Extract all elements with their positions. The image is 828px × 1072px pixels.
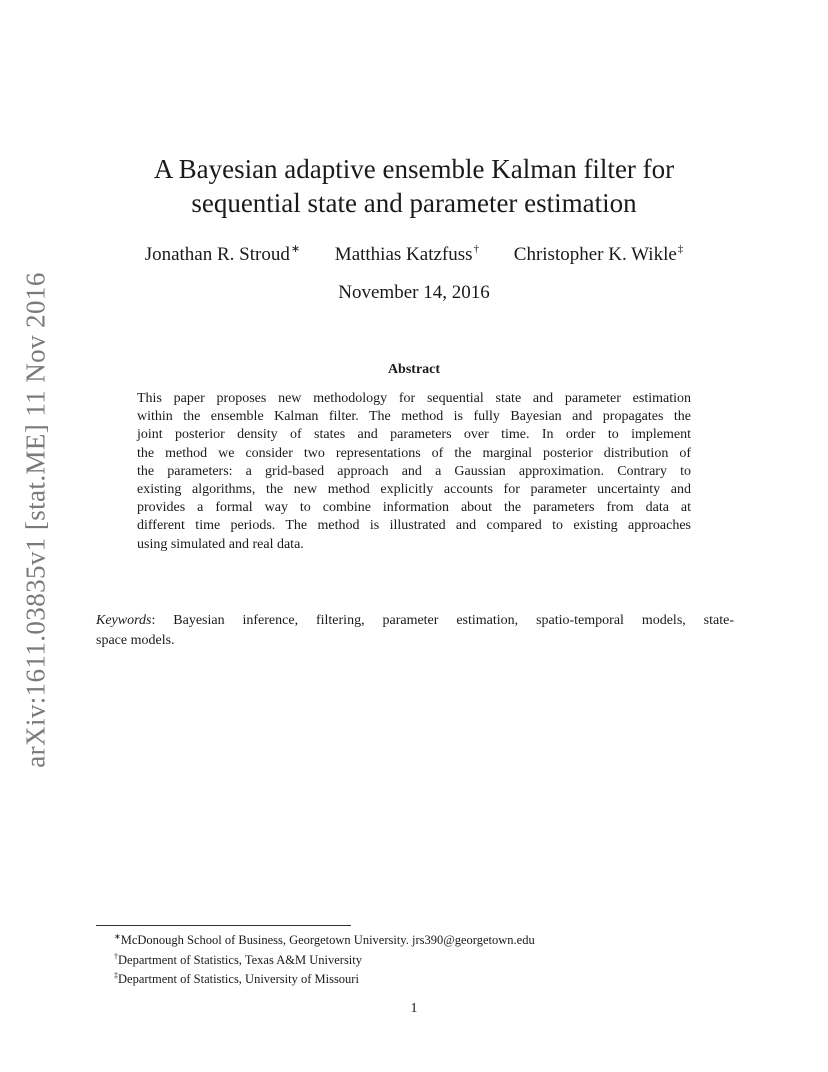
- author-katzfuss: [335, 243, 479, 266]
- abstract-heading: Abstract: [387, 362, 441, 377]
- author-footnote-mark: ‡: [677, 243, 684, 255]
- footnote-text: McDonough School of Business, Georgetown University. jrs390@georgetown.edu: [120, 933, 535, 947]
- abstract-line: the method we consider two representations of the marginal posterior distribution of: [137, 445, 691, 461]
- arxiv-identifier-stamp: arXiv:1611.03835v1 [stat.ME] 11 Nov 2016: [20, 272, 51, 768]
- footnote-divider: [96, 925, 351, 926]
- footnote-text: Department of Statistics, Texas A&M University: [118, 952, 363, 967]
- page-number: 1: [410, 1001, 418, 1016]
- abstract-line: the parameters: a grid-based approach and a Gaussian approximation. Contrary to: [137, 463, 691, 479]
- keywords-text: : Bayesian inference, filtering, parameter estimation, spatio-temporal models, state-: [151, 613, 734, 628]
- keywords-paragraph: [96, 611, 734, 651]
- author-footnote-mark: †: [473, 243, 480, 255]
- author-name: Jonathan R. Stroud: [144, 244, 290, 265]
- author-name: Christopher K. Wikle: [513, 244, 677, 265]
- footnote-katzfuss: [114, 949, 535, 969]
- keywords-line-2: space models.: [96, 633, 175, 648]
- abstract-line: using simulated and real data.: [137, 536, 304, 552]
- footnote-mark: ‡: [114, 971, 118, 980]
- footnote-mark: ∗: [114, 932, 121, 941]
- author-footnote-mark: ∗: [290, 243, 301, 255]
- footnote-stroud: [114, 929, 535, 949]
- title-line-1: A Bayesian adaptive ensemble Kalman filter for: [153, 154, 675, 184]
- title-line-2: sequential state and parameter estimation: [191, 188, 637, 218]
- footnote-mark: †: [114, 951, 118, 961]
- footnote-wikle: [114, 968, 535, 988]
- abstract-line: existing algorithms, the new method explicitly accounts for parameter uncertainty and: [137, 481, 691, 497]
- author-stroud: [145, 242, 300, 266]
- abstract-line: different time periods. The method is illustrated and compared to existing approaches: [137, 518, 691, 534]
- keywords-line-1: [96, 611, 734, 631]
- abstract-line: This paper proposes new methodology for sequential state and parameter estimation: [137, 391, 691, 406]
- abstract-body: [137, 390, 691, 554]
- author-wikle: [514, 243, 684, 266]
- abstract-line: provides a formal way to combine information about the parameters from data at: [137, 500, 691, 516]
- abstract-line: within the ensemble Kalman filter. The method is fully Bayesian and propagates the: [137, 409, 691, 425]
- footnote-text: Department of Statistics, University of Missouri: [118, 972, 359, 986]
- keywords-label: Keywords: [96, 613, 152, 628]
- abstract-line: joint posterior density of states and parameters over time. In order to implement: [137, 427, 691, 443]
- paper-title: [0, 152, 828, 220]
- publication-date: November 14, 2016: [338, 282, 490, 303]
- author-list: [0, 242, 828, 266]
- footnotes: [114, 929, 535, 988]
- author-name: Matthias Katzfuss: [334, 244, 473, 265]
